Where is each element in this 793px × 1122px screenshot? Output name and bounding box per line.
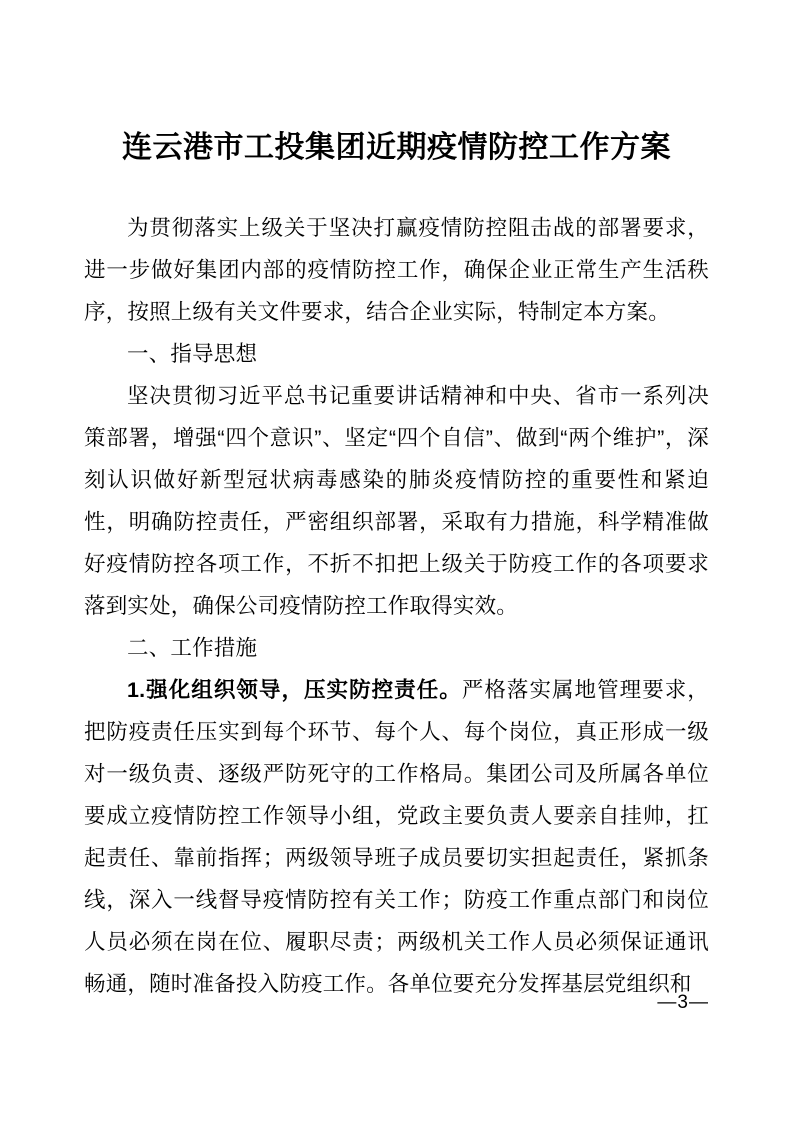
page-title: 连云港市工投集团近期疫情防控工作方案 (122, 131, 671, 164)
paragraph-measure-1 (84, 669, 709, 1005)
measure-1-lead: 1.强化组织领导，压实防控责任。 (127, 678, 462, 702)
paragraph-guiding-thought: 坚决贯彻习近平总书记重要讲话精神和中央、省市一系列决策部署，增强“四个意识”、坚定“四个自信”、做到“两个维护”，深刻认识做好新型冠状病毒感染的肺炎疫情防控的重要性和紧迫性，明确防控责任，严密组织部署，采取有力措施，科学精准做好疫情防控各项工作，不折不扣把上级关于防疫工作的各项要求落到实处，确保公司疫情防控工作取得实效。 (84, 384, 709, 618)
paragraph-intro: 为贯彻落实上级关于坚决打赢疫情防控阻击战的部署要求，进一步做好集团内部的疫情防控工作，确保企业正常生产生活秩序，按照上级有关文件要求，结合企业实际，特制定本方案。 (84, 216, 709, 324)
section-heading-work-measures: 二、工作措施 (127, 636, 258, 660)
document-body (84, 207, 709, 1005)
page-number: —3— (657, 992, 709, 1013)
measure-1-text: 严格落实属地管理要求，把防疫责任压实到每个环节、每个人、每个岗位，真正形成一级对一级负责、逐级严防死守的工作格局。集团公司及所属各单位要成立疫情防控工作领导小组，党政主要负责人要亲自挂帅，扛起责任、靠前指挥；两级领导班子成员要切实担起责任，紧抓条线，深入一线督导疫情防控有关工作；防疫工作重点部门和岗位人员必须在岗在位、履职尽责；两级机关工作人员必须保证通讯畅通，随时准备投入防疫工作。各单位要充分发挥基层党组织和 (84, 678, 709, 996)
section-heading-guiding-thought: 一、指导思想 (127, 342, 258, 366)
